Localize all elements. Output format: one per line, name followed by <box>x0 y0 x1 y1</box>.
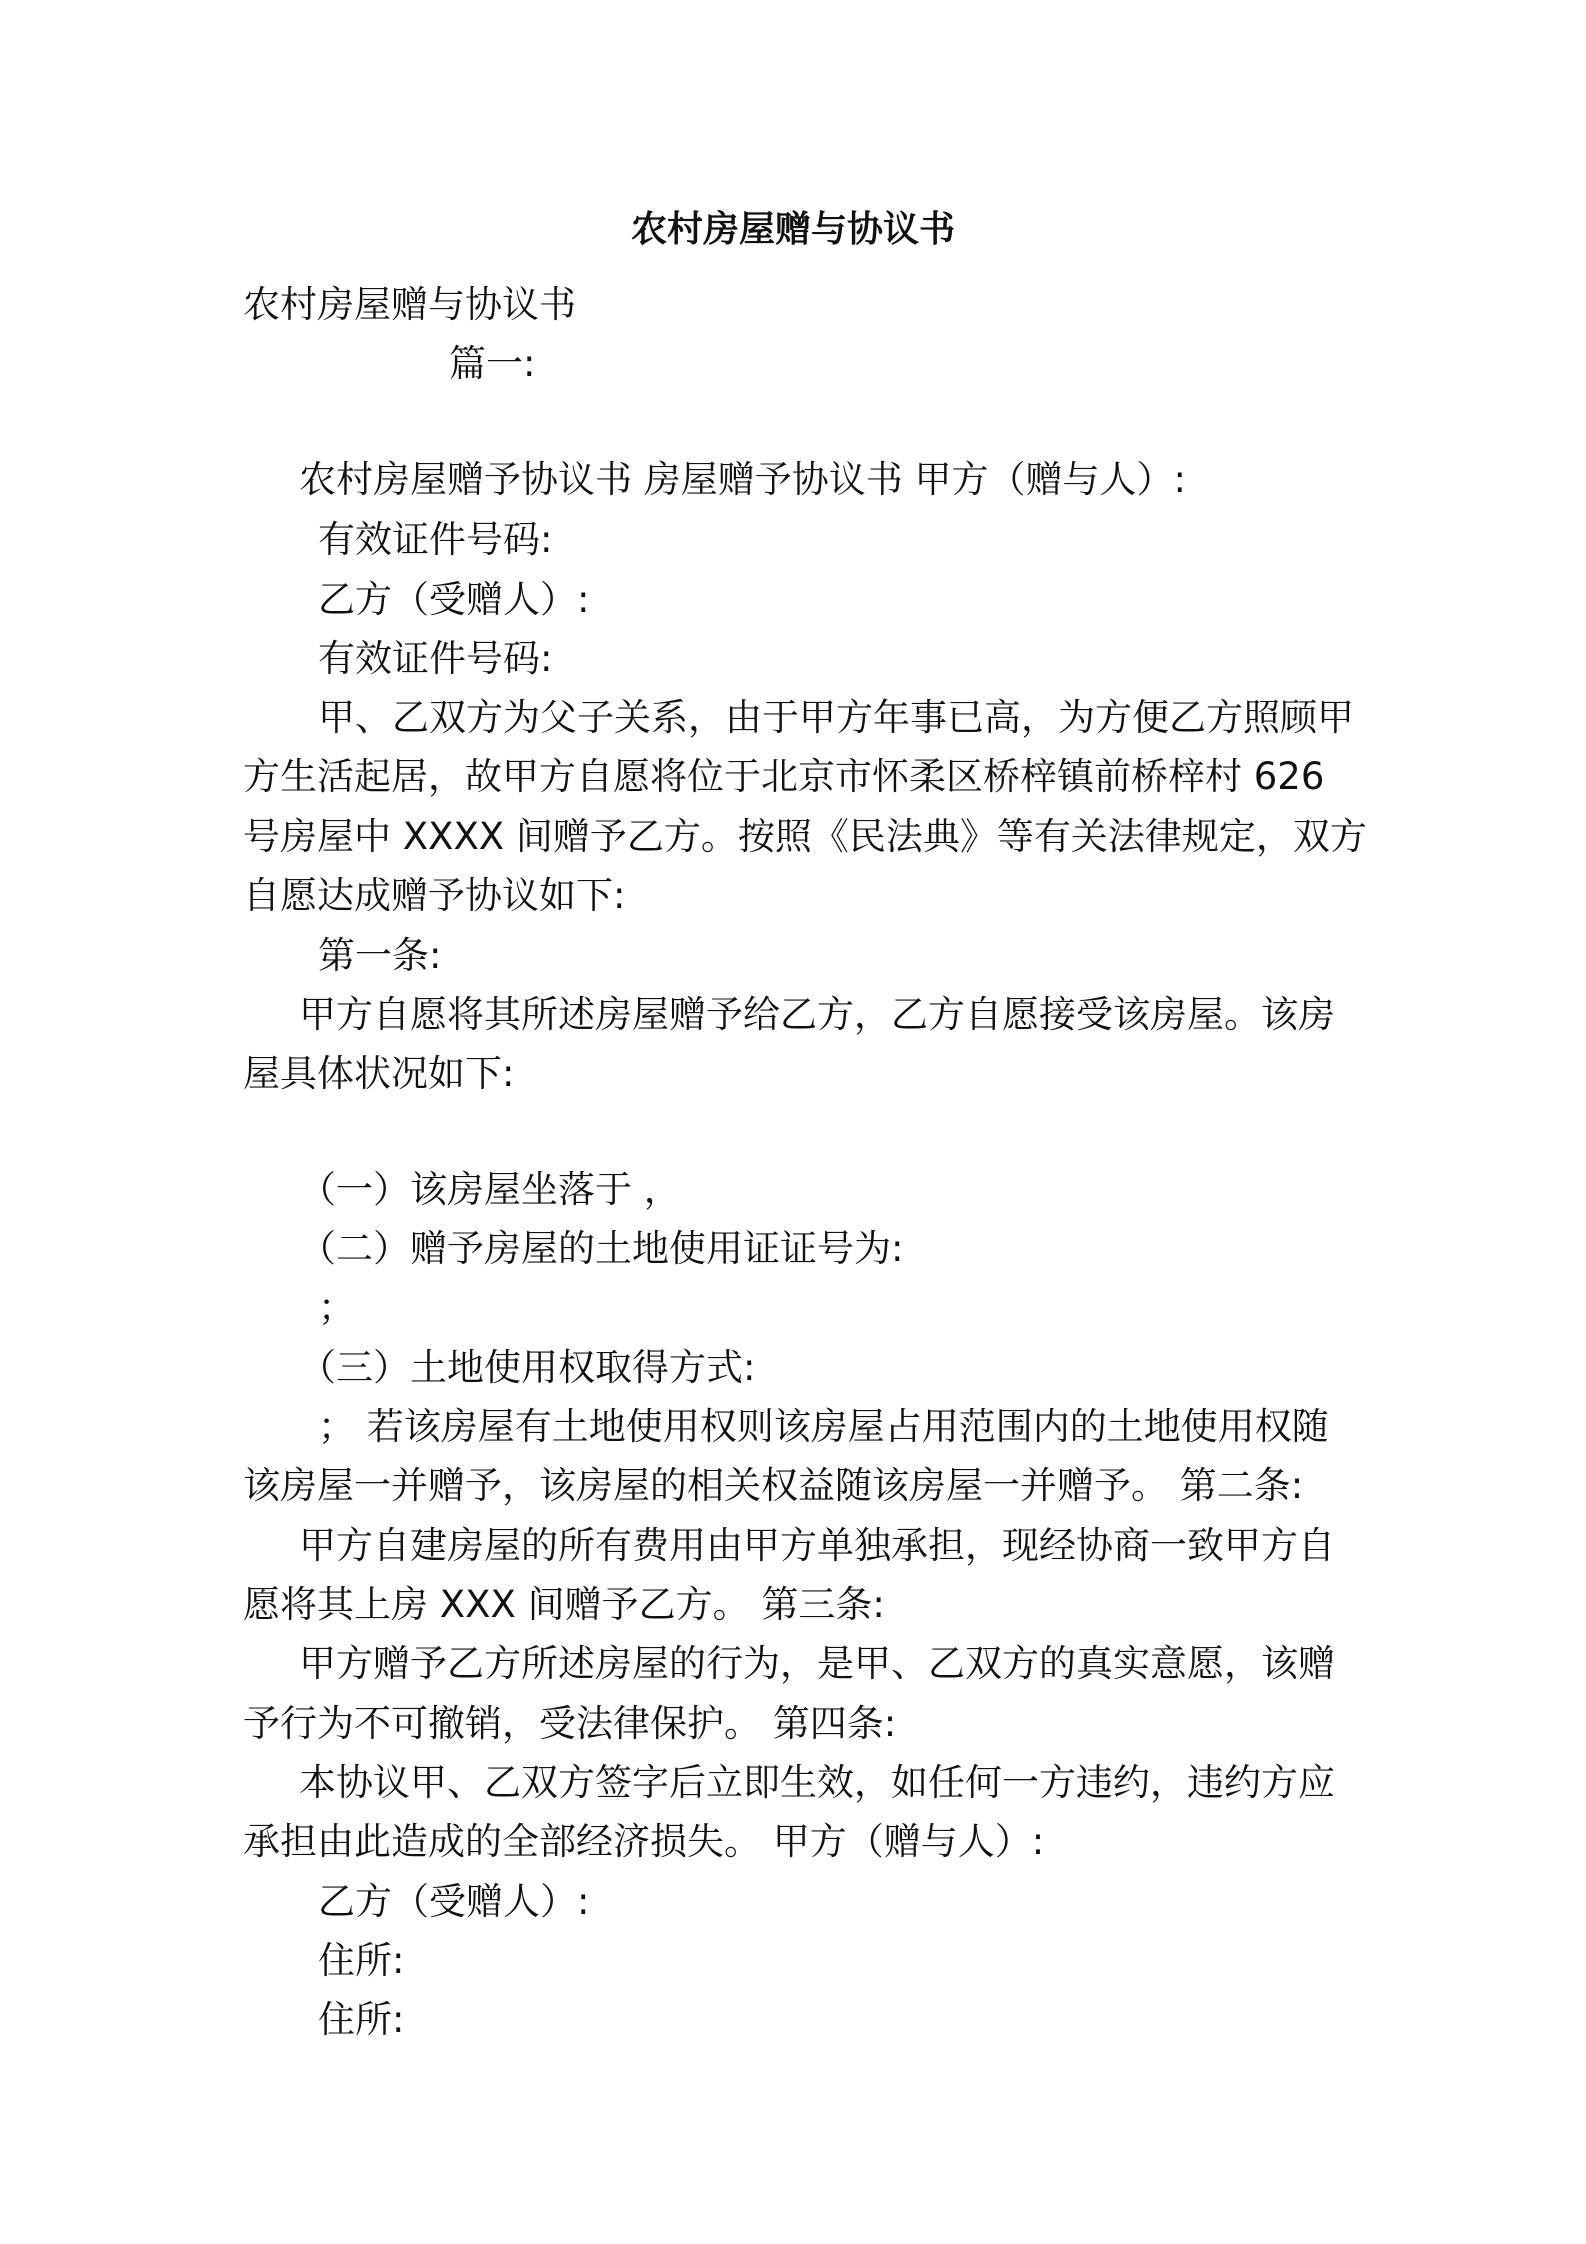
recipient-label: 乙方（受赠人）: <box>318 578 590 621</box>
land-acquisition-item: （三）土地使用权取得方式: <box>299 1346 756 1389</box>
recipient-id-label: 有效证件号码: <box>318 637 553 680</box>
part-heading: 篇一: <box>449 342 536 385</box>
header-line-donor: 农村房屋赠予协议书 房屋赠予协议书 甲方（赠与人）: <box>299 458 1186 501</box>
body-line: 自愿达成赠予协议如下: <box>243 874 626 917</box>
address-label: 住所: <box>318 1939 405 1982</box>
address-label: 住所: <box>318 1998 405 2041</box>
house-location-item: （一）该房屋坐落于 ， <box>299 1168 681 1211</box>
document-subtitle: 农村房屋赠与协议书 <box>243 283 576 326</box>
article-one-heading: 第一条: <box>318 934 442 977</box>
body-line: 甲方自建房屋的所有费用由甲方单独承担，现经协商一致甲方自 <box>299 1524 1335 1567</box>
body-line: 甲方自愿将其所述房屋赠予给乙方，乙方自愿接受该房屋。该房 <box>299 993 1335 1036</box>
land-certificate-item: （二）赠予房屋的土地使用证证号为: <box>299 1227 904 1270</box>
body-line: 甲、乙双方为父子关系，由于甲方年事已高，为方便乙方照顾甲 <box>318 696 1354 739</box>
body-line: 承担由此造成的全部经济损失。 甲方（赠与人）: <box>243 1820 1045 1863</box>
body-line: 该房屋一并赠予，该房屋的相关权益随该房屋一并赠予。 第二条: <box>243 1464 1304 1507</box>
body-line: 愿将其上房 XXX 间赠予乙方。 第三条: <box>243 1583 885 1626</box>
body-line: ； <box>318 1286 355 1329</box>
body-line: 甲方赠予乙方所述房屋的行为，是甲、乙双方的真实意愿，该赠 <box>299 1642 1335 1685</box>
body-line: 方生活起居，故甲方自愿将位于北京市怀柔区桥梓镇前桥梓村 626 <box>243 755 1325 798</box>
body-line: 屋具体状况如下: <box>243 1052 515 1095</box>
body-line: ； 若该房屋有土地使用权则该房屋占用范围内的土地使用权随 <box>318 1405 1329 1448</box>
document-title: 农村房屋赠与协议书 <box>630 209 955 250</box>
recipient-signature-label: 乙方（受赠人）: <box>318 1880 590 1923</box>
body-line: 本协议甲、乙双方签字后立即生效，如任何一方违约，违约方应 <box>299 1761 1335 1804</box>
body-line: 号房屋中 XXXX 间赠予乙方。按照《民法典》等有关法律规定，双方 <box>243 815 1367 858</box>
body-line: 予行为不可撤销，受法律保护。 第四条: <box>243 1702 897 1745</box>
donor-id-label: 有效证件号码: <box>318 518 553 561</box>
